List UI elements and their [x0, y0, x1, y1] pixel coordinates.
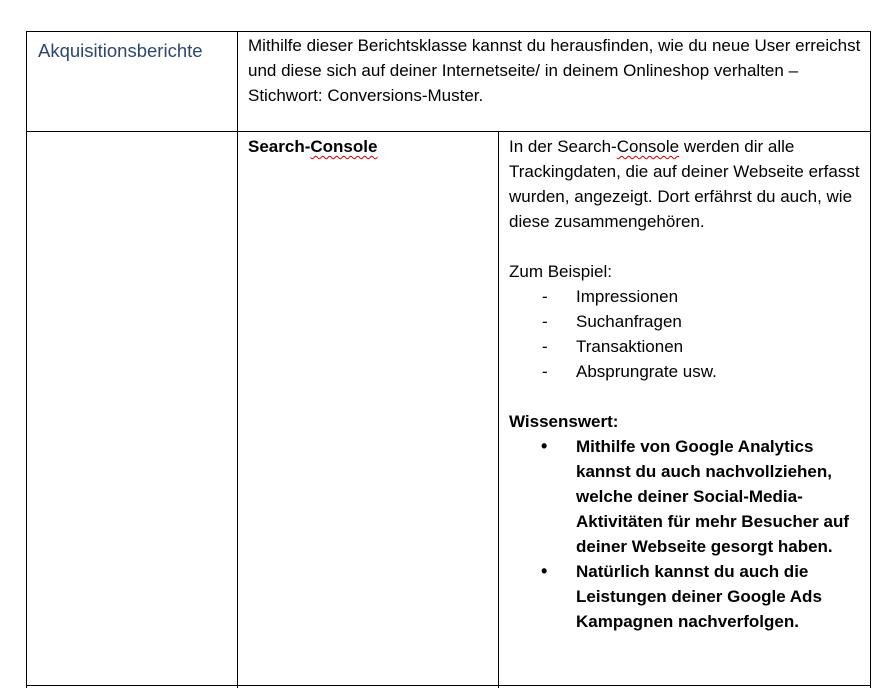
subsection-title-word: Console [310, 137, 378, 156]
paragraph-spacer [509, 234, 861, 259]
list-item-text: Absprungrate usw. [576, 362, 717, 381]
list-item-text: Natürlich kannst du auch die Leistungen deiner Google Ads Kampagnen nachverfolgen. [576, 562, 822, 631]
intro-paragraph [509, 134, 861, 234]
bullet-marker: • [541, 436, 548, 456]
table-border-bottom [26, 685, 871, 686]
example-list [509, 284, 861, 384]
table-border-left [26, 31, 27, 688]
paragraph-spacer [509, 384, 861, 409]
list-item-text: Mithilfe von Google Analytics kannst du auch nachvollziehen, welche deiner Social-Media-Aktivitäten für mehr Besucher auf deiner Webseite gesorgt haben. [576, 437, 850, 556]
dash-marker: - [542, 362, 548, 381]
subsection-title [248, 134, 493, 159]
list-item [509, 309, 861, 334]
dash-marker: - [542, 337, 548, 356]
bullet-marker: • [541, 561, 548, 581]
dash-marker: - [542, 287, 548, 306]
detail-cell [509, 134, 861, 634]
intro-text-after: werden dir alle Trackingdaten, die auf deiner Webseite erfasst wurden, angezeigt. Dort erfährst du auch, wie diese zusammengehören. [509, 137, 860, 231]
list-item-text: Impressionen [576, 287, 679, 306]
dash-marker: - [542, 312, 548, 331]
row-description: Mithilfe dieser Berichtsklasse kannst du herausfinden, wie du neue User erreichst und diese sich auf deiner Internetseite/ in deinem Onlineshop verhalten – Stichwort: Conversions-Muster. [248, 36, 861, 105]
intro-text-before: In der Search- [509, 137, 617, 156]
list-item [509, 334, 861, 359]
list-item-text: Suchanfragen [576, 312, 682, 331]
table-border-top [26, 31, 871, 32]
list-item [509, 434, 861, 559]
intro-text-spellcheck-word: Console [616, 137, 680, 156]
subsection-title-prefix: Search- [248, 137, 311, 156]
list-item-text: Transaktionen [576, 337, 684, 356]
list-item [509, 559, 861, 634]
list-item [509, 359, 861, 384]
table-border-right [870, 31, 871, 688]
example-label: Zum Beispiel: [509, 262, 612, 281]
row-label-acquisition: Akquisitionsberichte [38, 40, 203, 61]
table-border-col-divider-2 [498, 131, 499, 688]
list-item [509, 284, 861, 309]
note-label: Wissenswert: [509, 412, 619, 431]
table-border-row-divider [26, 131, 871, 132]
table-border-col-divider-1 [237, 31, 238, 688]
note-list [509, 434, 861, 634]
